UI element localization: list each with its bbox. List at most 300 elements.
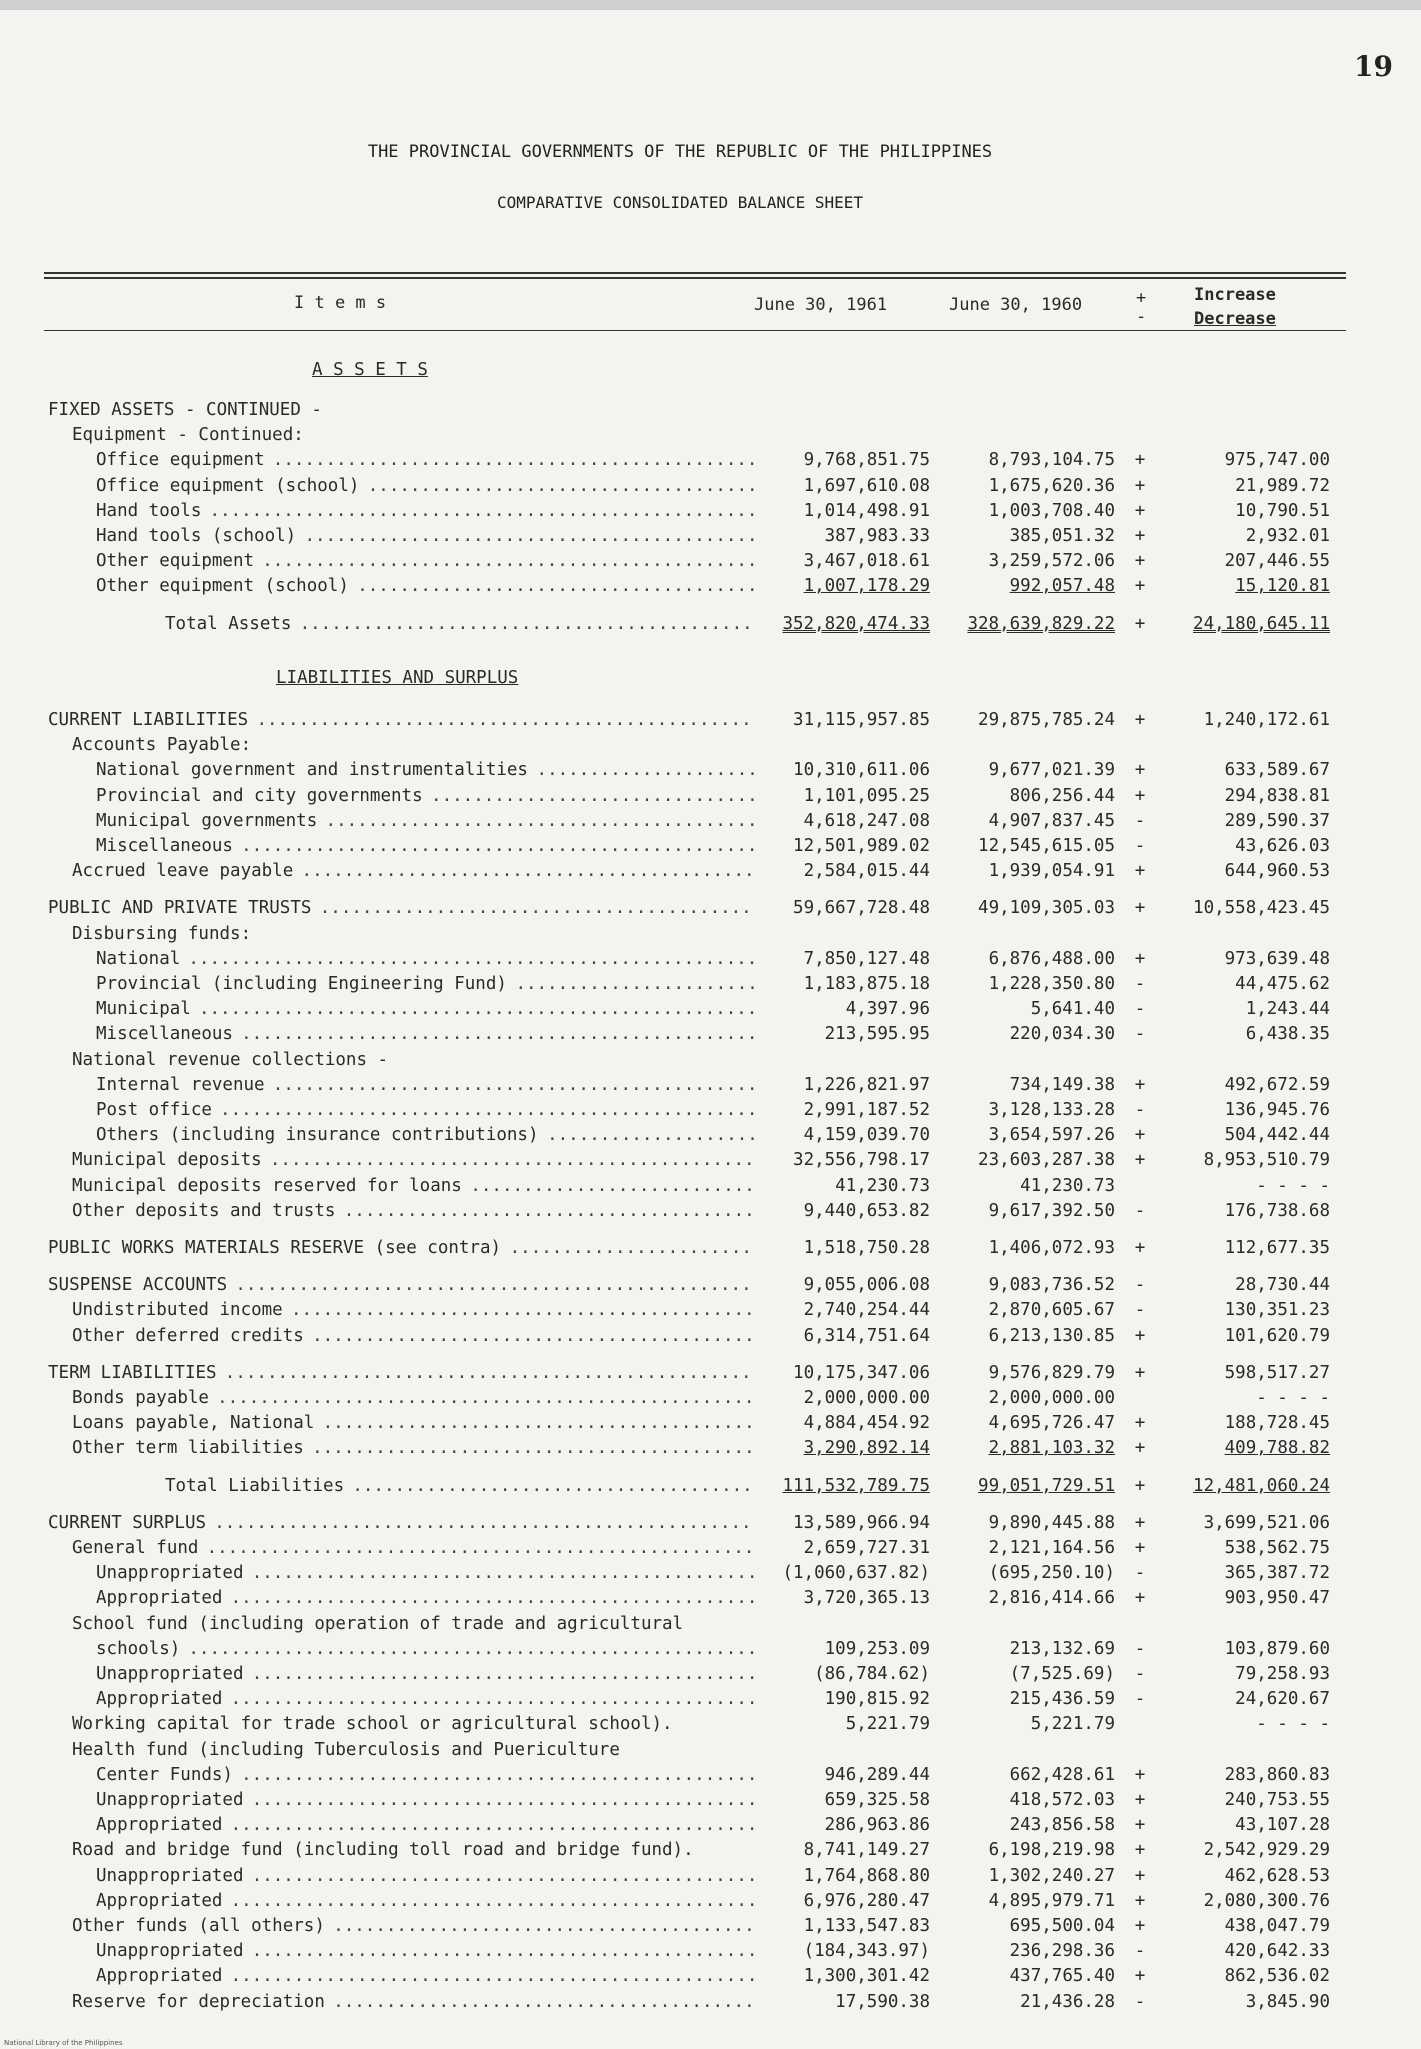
value-1960: 662,428.61 xyxy=(1009,1764,1115,1785)
header-bottom-rule xyxy=(44,330,1346,331)
dot-leader: ........................................ xyxy=(333,1991,755,2012)
value-1961: 59,667,728.48 xyxy=(793,898,930,919)
change-sign: - xyxy=(1134,1941,1146,1962)
row-label: Appropriated xyxy=(96,1689,223,1710)
value-1961: 8,741,149.27 xyxy=(803,1840,930,1861)
change-sign: + xyxy=(1134,551,1146,572)
increase-decrease: 365,387.72 xyxy=(1224,1563,1330,1584)
value-1960: 9,083,736.52 xyxy=(988,1275,1115,1296)
value-1960: 6,213,130.85 xyxy=(988,1325,1115,1346)
value-1960: 4,907,837.45 xyxy=(988,810,1115,831)
dot-leader: ....................... xyxy=(509,1238,752,1258)
row-label: Undistributed income xyxy=(72,1300,283,1321)
value-1961: 2,740,254.44 xyxy=(803,1300,930,1321)
change-sign: - xyxy=(1134,836,1146,856)
row-label: Other equipment xyxy=(96,551,255,572)
dot-leader: ............................................... xyxy=(256,710,752,730)
change-sign: + xyxy=(1134,576,1146,597)
table-row xyxy=(0,1714,1421,1740)
value-1960: 49,109,305.03 xyxy=(978,898,1115,919)
increase-decrease: 15,120.81 xyxy=(1235,576,1330,597)
change-sign: + xyxy=(1134,450,1146,471)
change-sign: - xyxy=(1134,1664,1146,1684)
header-minus: - xyxy=(1136,307,1147,327)
value-1960: 9,677,021.39 xyxy=(988,760,1115,781)
value-1961: 2,584,015.44 xyxy=(803,861,930,882)
value-1961: 1,183,875.18 xyxy=(803,974,930,994)
dot-leader: ................................................ xyxy=(251,1790,758,1810)
value-1960: 1,939,054.91 xyxy=(988,861,1115,882)
dot-leader: ......................................... xyxy=(325,810,758,831)
row-label: Office equipment xyxy=(96,450,265,471)
increase-decrease: 409,788.82 xyxy=(1224,1438,1330,1459)
section-liabilities: LIABILITIES AND SURPLUS xyxy=(276,668,519,688)
table-row xyxy=(0,501,1421,527)
increase-decrease: 10,790.51 xyxy=(1235,500,1330,521)
dot-leader: ............................................... xyxy=(262,551,758,572)
table-row xyxy=(0,1363,1421,1389)
table-row xyxy=(0,1125,1421,1151)
table-row xyxy=(0,1150,1421,1176)
increase-decrease: 240,753.55 xyxy=(1224,1790,1330,1810)
table-row xyxy=(0,1588,1421,1614)
dot-leader: .................................................. xyxy=(230,1689,758,1710)
header-increase: Increase xyxy=(1194,285,1276,305)
dot-leader: ............................... xyxy=(431,785,758,806)
row-label: PUBLIC WORKS MATERIALS RESERVE (see contra) xyxy=(48,1238,502,1258)
increase-decrease: 633,589.67 xyxy=(1224,760,1330,781)
increase-decrease: 8,953,510.79 xyxy=(1203,1150,1330,1171)
row-label: Hand tools (school) xyxy=(96,526,297,546)
change-sign: + xyxy=(1134,1074,1146,1095)
change-sign: + xyxy=(1134,1475,1146,1496)
dot-leader: ................................................. xyxy=(241,1024,758,1045)
increase-decrease: 3,845.90 xyxy=(1245,1991,1330,2012)
dot-leader: ........................................... xyxy=(301,861,755,882)
change-sign: + xyxy=(1134,500,1146,521)
row-label: CURRENT SURPLUS xyxy=(48,1512,207,1533)
value-1961: 5,221.79 xyxy=(845,1714,930,1735)
header-items: I t e m s xyxy=(294,293,387,313)
value-1960: 6,198,219.98 xyxy=(988,1840,1115,1861)
table-row xyxy=(0,1866,1421,1892)
increase-decrease: 2,542,929.29 xyxy=(1203,1840,1330,1861)
dot-leader: ........................................... xyxy=(299,613,753,634)
dot-leader: ......................................... xyxy=(322,1413,755,1434)
table-row xyxy=(0,1300,1421,1326)
value-1960: 806,256.44 xyxy=(1009,785,1115,806)
table-row xyxy=(0,1563,1421,1589)
table-row xyxy=(0,476,1421,502)
change-sign: - xyxy=(1134,1100,1146,1120)
table-row xyxy=(0,1815,1421,1841)
table-row xyxy=(0,1476,1421,1502)
dot-leader: ................................................. xyxy=(235,1275,752,1296)
change-sign: + xyxy=(1134,1238,1146,1258)
change-sign: - xyxy=(1134,1991,1146,2012)
value-1961: 1,518,750.28 xyxy=(803,1238,930,1258)
value-1960: 5,221.79 xyxy=(1030,1714,1115,1735)
row-label: Miscellaneous xyxy=(96,1024,233,1045)
increase-decrease: 975,747.00 xyxy=(1224,450,1330,471)
increase-decrease: 24,620.67 xyxy=(1235,1689,1330,1710)
table-row xyxy=(0,999,1421,1025)
change-sign: + xyxy=(1134,1815,1146,1836)
dot-leader: ..................................... xyxy=(367,475,758,496)
value-1961: 4,618,247.08 xyxy=(803,810,930,831)
value-1961: 213,595.95 xyxy=(824,1024,930,1045)
value-1960: 9,890,445.88 xyxy=(988,1512,1115,1533)
dot-leader: .......................................... xyxy=(312,1325,755,1346)
increase-decrease: 207,446.55 xyxy=(1224,551,1330,572)
value-1961: 9,055,006.08 xyxy=(803,1275,930,1296)
change-sign: + xyxy=(1134,1362,1146,1383)
increase-decrease: 903,950.47 xyxy=(1224,1588,1330,1609)
value-1960: (695,250.10) xyxy=(988,1563,1115,1584)
row-label: School fund (including operation of trade and agricultural xyxy=(72,1613,684,1634)
table-row xyxy=(0,1538,1421,1564)
dot-leader: .................................................. xyxy=(230,1890,758,1911)
value-1961: 32,556,798.17 xyxy=(793,1150,930,1171)
row-label: PUBLIC AND PRIVATE TRUSTS xyxy=(48,898,312,919)
dot-leader: ........................................ xyxy=(333,1916,755,1936)
value-1960: 3,654,597.26 xyxy=(988,1125,1115,1146)
value-1961: 10,310,611.06 xyxy=(793,760,930,781)
increase-decrease: 24,180,645.11 xyxy=(1193,613,1330,634)
value-1960: 418,572.03 xyxy=(1009,1790,1115,1810)
value-1961: 6,314,751.64 xyxy=(803,1325,930,1346)
table-row xyxy=(0,425,1421,451)
dot-leader: .................................................. xyxy=(230,1966,758,1987)
table-row xyxy=(0,1024,1421,1050)
value-1961: 9,768,851.75 xyxy=(803,450,930,471)
value-1961: 352,820,474.33 xyxy=(782,613,930,634)
row-label: Other term liabilities xyxy=(72,1438,304,1459)
page-number: 19 xyxy=(1354,50,1393,83)
change-sign: - xyxy=(1134,1300,1146,1321)
value-1960: 2,870,605.67 xyxy=(988,1300,1115,1321)
row-label: Municipal deposits reserved for loans xyxy=(72,1175,462,1196)
increase-decrease: 504,442.44 xyxy=(1224,1125,1330,1146)
table-row xyxy=(0,1992,1421,2018)
value-1960: 1,003,708.40 xyxy=(988,500,1115,521)
table-row xyxy=(0,1916,1421,1942)
value-1960: (7,525.69) xyxy=(1009,1664,1115,1684)
value-1960: 6,876,488.00 xyxy=(988,948,1115,969)
value-1960: 4,695,726.47 xyxy=(988,1413,1115,1434)
row-label: Loans payable, National xyxy=(72,1413,315,1434)
dot-leader: .......................................... xyxy=(312,1438,755,1459)
value-1960: 2,881,103.32 xyxy=(988,1438,1115,1459)
top-edge xyxy=(0,0,1421,10)
change-sign: + xyxy=(1134,1916,1146,1936)
increase-decrease: 112,677.35 xyxy=(1224,1238,1330,1258)
header-top-rule-2 xyxy=(44,277,1346,279)
value-1960: 1,302,240.27 xyxy=(988,1865,1115,1886)
increase-decrease: 6,438.35 xyxy=(1245,1024,1330,1045)
value-1961: (184,343.97) xyxy=(803,1941,930,1962)
value-1961: 1,764,868.80 xyxy=(803,1865,930,1886)
increase-decrease: 188,728.45 xyxy=(1224,1413,1330,1434)
table-row xyxy=(0,1238,1421,1264)
table-row xyxy=(0,1664,1421,1690)
value-1961: 12,501,989.02 xyxy=(793,836,930,856)
value-1960: 992,057.48 xyxy=(1009,576,1115,597)
dot-leader: .................................................. xyxy=(230,1815,758,1836)
value-1960: 385,051.32 xyxy=(1009,526,1115,546)
change-sign: + xyxy=(1134,1966,1146,1987)
value-1960: 41,230.73 xyxy=(1020,1175,1115,1196)
table-row xyxy=(0,710,1421,736)
row-label: CURRENT LIABILITIES xyxy=(48,710,249,730)
increase-decrease: 1,243.44 xyxy=(1245,999,1330,1020)
dot-leader: ....................................... xyxy=(343,1200,755,1221)
value-1960: 695,500.04 xyxy=(1009,1916,1115,1936)
value-1960: 1,675,620.36 xyxy=(988,475,1115,496)
table-row xyxy=(0,1326,1421,1352)
value-1961: 2,000,000.00 xyxy=(803,1388,930,1408)
change-sign: - xyxy=(1134,1200,1146,1221)
value-1960: 9,576,829.79 xyxy=(988,1362,1115,1383)
value-1961: 946,289.44 xyxy=(824,1764,930,1785)
row-label: schools) xyxy=(96,1638,181,1659)
row-label: Other equipment (school) xyxy=(96,576,349,597)
increase-decrease: - - - - xyxy=(1256,1175,1330,1196)
value-1961: 387,983.33 xyxy=(824,526,930,546)
table-row xyxy=(0,1941,1421,1967)
row-label: National xyxy=(96,948,181,969)
table-row xyxy=(0,1100,1421,1126)
document-title: THE PROVINCIAL GOVERNMENTS OF THE REPUBLIC OF THE PHILIPPINES xyxy=(367,142,993,162)
increase-decrease: 289,590.37 xyxy=(1224,810,1330,831)
value-1960: 23,603,287.38 xyxy=(978,1150,1115,1171)
change-sign: + xyxy=(1134,1325,1146,1346)
row-label: Accrued leave payable xyxy=(72,861,294,882)
increase-decrease: 176,738.68 xyxy=(1224,1200,1330,1221)
row-label: Center Funds) xyxy=(96,1764,233,1785)
value-1961: 9,440,653.82 xyxy=(803,1200,930,1221)
value-1961: 2,659,727.31 xyxy=(803,1538,930,1558)
table-row xyxy=(0,786,1421,812)
change-sign: - xyxy=(1134,999,1146,1020)
value-1961: 4,397.96 xyxy=(845,999,930,1020)
value-1961: 1,133,547.83 xyxy=(803,1916,930,1936)
change-sign: + xyxy=(1134,1890,1146,1911)
table-row xyxy=(0,1740,1421,1766)
row-label: Disbursing funds: xyxy=(72,923,252,944)
row-label: Health fund (including Tuberculosis and Puericulture xyxy=(72,1739,620,1760)
value-1961: 6,976,280.47 xyxy=(803,1890,930,1911)
dot-leader: ........................... xyxy=(470,1175,755,1196)
value-1961: 1,226,821.97 xyxy=(803,1074,930,1095)
row-label: Hand tools xyxy=(96,500,202,521)
increase-decrease: 103,879.60 xyxy=(1224,1638,1330,1659)
row-label: Miscellaneous xyxy=(96,836,233,856)
row-label: Other deposits and trusts xyxy=(72,1200,336,1221)
header-decrease: Decrease xyxy=(1194,309,1276,329)
header-col-1960: June 30, 1960 xyxy=(949,295,1083,315)
table-row xyxy=(0,400,1421,426)
change-sign: + xyxy=(1134,1125,1146,1146)
value-1961: 659,325.58 xyxy=(824,1790,930,1810)
table-row xyxy=(0,1075,1421,1101)
table-row xyxy=(0,974,1421,1000)
row-label: Office equipment (school) xyxy=(96,475,360,496)
increase-decrease: 10,558,423.45 xyxy=(1193,898,1330,919)
dot-leader: ........................................... xyxy=(304,526,758,546)
dot-leader: .................................................. xyxy=(230,1588,758,1609)
value-1961: 2,991,187.52 xyxy=(803,1100,930,1120)
dot-leader: ................................................... xyxy=(220,1100,758,1120)
dot-leader: .............................................. xyxy=(272,450,758,471)
change-sign: + xyxy=(1134,1512,1146,1533)
row-label: Equipment - Continued: xyxy=(72,425,304,446)
increase-decrease: 283,860.83 xyxy=(1224,1764,1330,1785)
value-1960: 243,856.58 xyxy=(1009,1815,1115,1836)
dot-leader: .................................................. xyxy=(224,1362,752,1383)
increase-decrease: 136,945.76 xyxy=(1224,1100,1330,1120)
dot-leader: ....................... xyxy=(515,974,758,994)
change-sign: - xyxy=(1134,810,1146,831)
value-1961: 10,175,347.06 xyxy=(793,1362,930,1383)
change-sign: + xyxy=(1134,785,1146,806)
row-label: Municipal deposits xyxy=(72,1150,262,1171)
change-sign: - xyxy=(1134,974,1146,994)
table-row xyxy=(0,1176,1421,1202)
value-1960: 5,641.40 xyxy=(1030,999,1115,1020)
value-1961: 4,159,039.70 xyxy=(803,1125,930,1146)
change-sign: + xyxy=(1134,475,1146,496)
change-sign: + xyxy=(1134,1538,1146,1558)
value-1961: 7,850,127.48 xyxy=(803,948,930,969)
row-label: Appropriated xyxy=(96,1815,223,1836)
value-1960: 215,436.59 xyxy=(1009,1689,1115,1710)
value-1961: 3,467,018.61 xyxy=(803,551,930,572)
change-sign: + xyxy=(1134,1438,1146,1459)
row-label: Unappropriated xyxy=(96,1941,244,1962)
increase-decrease: 130,351.23 xyxy=(1224,1300,1330,1321)
row-label: Provincial and city governments xyxy=(96,785,423,806)
table-row xyxy=(0,760,1421,786)
row-label: Other funds (all others) xyxy=(72,1916,325,1936)
change-sign: + xyxy=(1134,1840,1146,1861)
dot-leader: ................................................ xyxy=(251,1664,758,1684)
dot-leader: ................................................. xyxy=(241,1764,758,1785)
table-row xyxy=(0,614,1421,640)
value-1961: 286,963.86 xyxy=(824,1815,930,1836)
increase-decrease: 2,080,300.76 xyxy=(1203,1890,1330,1911)
row-label: Municipal xyxy=(96,999,191,1020)
table-row xyxy=(0,551,1421,577)
table-row xyxy=(0,1891,1421,1917)
row-label: National revenue collections - xyxy=(72,1049,389,1070)
table-row xyxy=(0,1513,1421,1539)
increase-decrease: 598,517.27 xyxy=(1224,1362,1330,1383)
dot-leader: ................................................... xyxy=(217,1388,755,1408)
dot-leader: ...................................................... xyxy=(188,948,758,969)
value-1960: 236,298.36 xyxy=(1009,1941,1115,1962)
value-1960: 8,793,104.75 xyxy=(988,450,1115,471)
value-1960: 437,765.40 xyxy=(1009,1966,1115,1987)
table-row xyxy=(0,924,1421,950)
value-1960: 2,816,414.66 xyxy=(988,1588,1115,1609)
increase-decrease: 973,639.48 xyxy=(1224,948,1330,969)
dot-leader: ................................................ xyxy=(251,1941,758,1962)
change-sign: + xyxy=(1134,861,1146,882)
row-label: Unappropriated xyxy=(96,1664,244,1684)
value-1960: 21,436.28 xyxy=(1020,1991,1115,2012)
table-row xyxy=(0,811,1421,837)
table-row xyxy=(0,1413,1421,1439)
value-1961: 3,290,892.14 xyxy=(803,1438,930,1459)
table-header xyxy=(44,285,1346,345)
increase-decrease: - - - - xyxy=(1256,1714,1330,1735)
increase-decrease: 438,047.79 xyxy=(1224,1916,1330,1936)
row-label: Reserve for depreciation xyxy=(72,1991,325,2012)
table-row xyxy=(0,1614,1421,1640)
value-1960: 1,228,350.80 xyxy=(988,974,1115,994)
row-label: TERM LIABILITIES xyxy=(48,1362,217,1383)
dot-leader: ..................................................... xyxy=(198,999,758,1020)
section-assets: A S S E T S xyxy=(312,360,428,380)
increase-decrease: 43,107.28 xyxy=(1235,1815,1330,1836)
table-row xyxy=(0,526,1421,552)
table-row xyxy=(0,1275,1421,1301)
row-label: Unappropriated xyxy=(96,1790,244,1810)
change-sign: - xyxy=(1134,1563,1146,1584)
table-row xyxy=(0,1639,1421,1665)
row-label: Appropriated xyxy=(96,1966,223,1987)
table-row xyxy=(0,1388,1421,1414)
row-label: Total Assets xyxy=(165,613,292,634)
dot-leader: ..................... xyxy=(536,760,758,781)
change-sign: + xyxy=(1134,898,1146,919)
increase-decrease: 43,626.03 xyxy=(1235,836,1330,856)
document-subtitle: COMPARATIVE CONSOLIDATED BALANCE SHEET xyxy=(496,193,864,212)
row-label: Unappropriated xyxy=(96,1563,244,1584)
increase-decrease: 21,989.72 xyxy=(1235,475,1330,496)
value-1961: 17,590.38 xyxy=(835,1991,930,2012)
dot-leader: .............................................. xyxy=(272,1074,758,1095)
increase-decrease: 101,620.79 xyxy=(1224,1325,1330,1346)
row-label: Working capital for trade school or agricultural school). xyxy=(72,1714,673,1735)
value-1960: 3,128,133.28 xyxy=(988,1100,1115,1120)
value-1961: 3,720,365.13 xyxy=(803,1588,930,1609)
table-row xyxy=(0,1438,1421,1464)
value-1960: 3,259,572.06 xyxy=(988,551,1115,572)
row-label: Unappropriated xyxy=(96,1865,244,1886)
value-1961: (1,060,637.82) xyxy=(782,1563,930,1584)
header-top-rule xyxy=(44,272,1346,274)
increase-decrease: 1,240,172.61 xyxy=(1203,710,1330,730)
change-sign: + xyxy=(1134,948,1146,969)
change-sign: - xyxy=(1134,1689,1146,1710)
dot-leader: ...................................................... xyxy=(188,1638,758,1659)
increase-decrease: 862,536.02 xyxy=(1224,1966,1330,1987)
value-1961: 109,253.09 xyxy=(824,1638,930,1659)
change-sign: + xyxy=(1134,1790,1146,1810)
value-1961: 111,532,789.75 xyxy=(782,1475,930,1496)
change-sign: + xyxy=(1134,1865,1146,1886)
value-1960: 4,895,979.71 xyxy=(988,1890,1115,1911)
increase-decrease: 3,699,521.06 xyxy=(1203,1512,1330,1533)
value-1961: 41,230.73 xyxy=(835,1175,930,1196)
row-label: Total Liabilities xyxy=(165,1475,345,1496)
row-label: Internal revenue xyxy=(96,1074,265,1095)
change-sign: + xyxy=(1134,526,1146,546)
row-label: Others (including insurance contributions) xyxy=(96,1125,539,1146)
row-label: Municipal governments xyxy=(96,810,318,831)
